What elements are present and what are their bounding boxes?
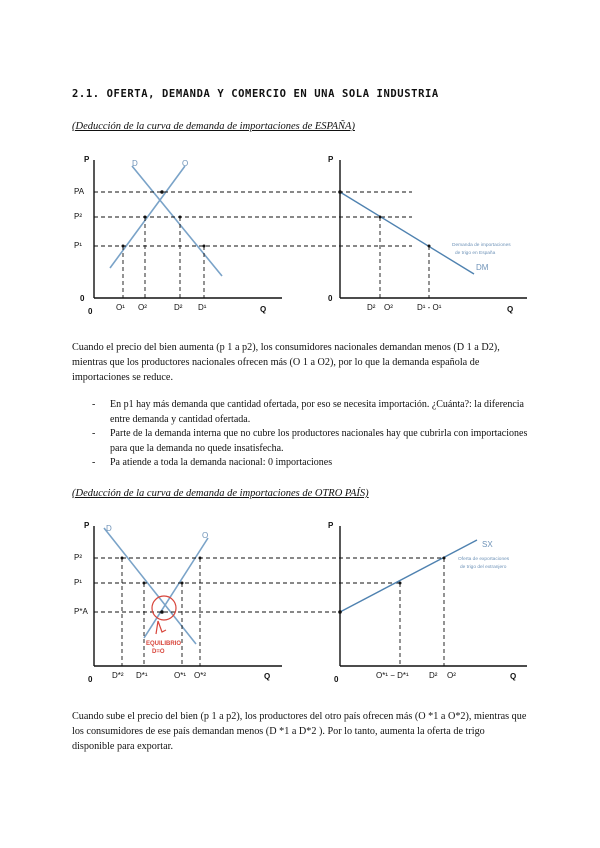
y-axis-label: P: [328, 155, 334, 164]
supply-curve-label: O: [202, 531, 209, 540]
y-axis-label: P: [84, 521, 90, 530]
list-item: - Parte de la demanda interna que no cubre los productores nacionales hay que cubrirla con importaciones para que la demanda no quede insatisfecha.: [92, 427, 532, 456]
x-axis-label: Q: [264, 672, 271, 681]
x-tick-d1-o1: D¹ - O¹: [417, 303, 442, 312]
origin-label-y: 0: [80, 294, 85, 303]
point-d2: [179, 216, 182, 219]
other-right-chart: [328, 521, 527, 684]
section-heading: 2.1. OFERTA, DEMANDA Y COMERCIO EN UNA SOLA INDUSTRIA: [72, 88, 439, 100]
y-axis-label: P: [84, 155, 90, 164]
x-tick-o1-d1: O*¹ − D*¹: [376, 671, 409, 680]
point-d1: [143, 582, 146, 585]
x-axis-label: Q: [260, 305, 267, 314]
demand-curve-label: D: [132, 159, 138, 168]
y-tick-p2: P²: [74, 553, 82, 562]
y-tick-p2: P²: [74, 212, 82, 221]
x-tick-o2: O²: [384, 303, 393, 312]
x-tick-d1: D*¹: [136, 671, 148, 680]
annotation-line1: Demanda de importaciones: [452, 243, 511, 248]
other-subtitle: (Deducción de la curva de demanda de importaciones de OTRO PAÍS): [72, 488, 369, 499]
list-item: - En p1 hay más demanda que cantidad ofertada, por eso se necesita importación. ¿Cuánta?: la diferencia entre demanda y cantidad ofertada.: [92, 398, 532, 427]
x-tick-o1: O¹: [116, 303, 125, 312]
spain-subtitle: (Deducción de la curva de demanda de importaciones de ESPAÑA): [72, 121, 355, 132]
supply-curve: [144, 538, 208, 638]
other-left-chart: [74, 521, 444, 684]
origin-label: 0: [88, 307, 93, 316]
point-p1: [399, 582, 402, 585]
point-o2: [144, 216, 147, 219]
point-o1: [181, 582, 184, 585]
point-p2: [443, 557, 446, 560]
other-paragraph: Cuando sube el precio del bien (p 1 a p2), los productores del otro país ofrecen más (O *1 a O*2), mientras que los consumidores de ese país demandan menos (D *1 a D*2 ). Por lo tanto, aumenta la oferta de trigo disponible para exportar.: [72, 711, 527, 752]
point-d1: [203, 245, 206, 248]
annotation-line2: de trigo en España: [455, 251, 496, 256]
annotation-line1: Oferta de exportaciones: [458, 557, 510, 562]
y-tick-p1: P¹: [74, 241, 82, 250]
x-axis-label: Q: [510, 672, 517, 681]
y-tick-p1: P¹: [74, 578, 82, 587]
x-tick-d2: D²: [429, 671, 438, 680]
point-pa: [338, 610, 342, 614]
equilibrium-point: [160, 610, 164, 614]
x-tick-o2: O*²: [194, 671, 206, 680]
origin-label: 0: [88, 675, 93, 684]
import-demand-curve: [340, 192, 474, 274]
x-tick-d2: D²: [174, 303, 183, 312]
list-item: - Pa atiende a toda la demanda nacional: 0 importaciones: [92, 456, 532, 471]
spain-charts: [72, 150, 542, 320]
equilibrium-note: EQUILIBRIO: [146, 641, 182, 647]
x-tick-o2: O²: [447, 671, 456, 680]
point-p1: [428, 245, 431, 248]
x-tick-o1: O*¹: [174, 671, 186, 680]
point-pa: [338, 190, 342, 194]
y-tick-pa: PA: [74, 187, 85, 196]
annotation-line2: de trigo del extranjero: [460, 565, 507, 570]
origin-label: 0: [334, 675, 339, 684]
spain-bullet-list: [92, 398, 532, 471]
spain-paragraph: Cuando el precio del bien aumenta (p 1 a p2), los consumidores nacionales demandan menos (D 1 a D2), mientras que los productores nacionales ofrecen más (O 1 a O2), por lo que la demanda española de importaciones se reduce.: [72, 342, 500, 383]
equilibrium-note-eq: D=O: [152, 649, 165, 655]
x-tick-d2: D²: [367, 303, 376, 312]
y-axis-label: P: [328, 521, 334, 530]
spain-left-chart: [74, 155, 412, 316]
y-tick-pa: P*A: [74, 607, 88, 616]
other-charts: [72, 518, 542, 690]
point-o1: [122, 245, 125, 248]
x-tick-o2: O²: [138, 303, 147, 312]
supply-curve-label: O: [182, 159, 189, 168]
spain-right-chart: [328, 155, 527, 314]
x-axis-label: Q: [507, 305, 514, 314]
origin-label: 0: [328, 294, 333, 303]
dm-curve-label: DM: [476, 263, 489, 272]
sx-curve-label: SX: [482, 540, 493, 549]
x-tick-d1: D¹: [198, 303, 207, 312]
export-supply-curve: [340, 540, 477, 612]
demand-curve-label: D: [106, 524, 112, 533]
point-d2: [121, 557, 124, 560]
equilibrium-arrow: [156, 621, 166, 634]
equilibrium-point: [160, 190, 164, 194]
x-tick-d2: D*²: [112, 671, 124, 680]
point-o2: [199, 557, 202, 560]
point-p2: [379, 216, 382, 219]
